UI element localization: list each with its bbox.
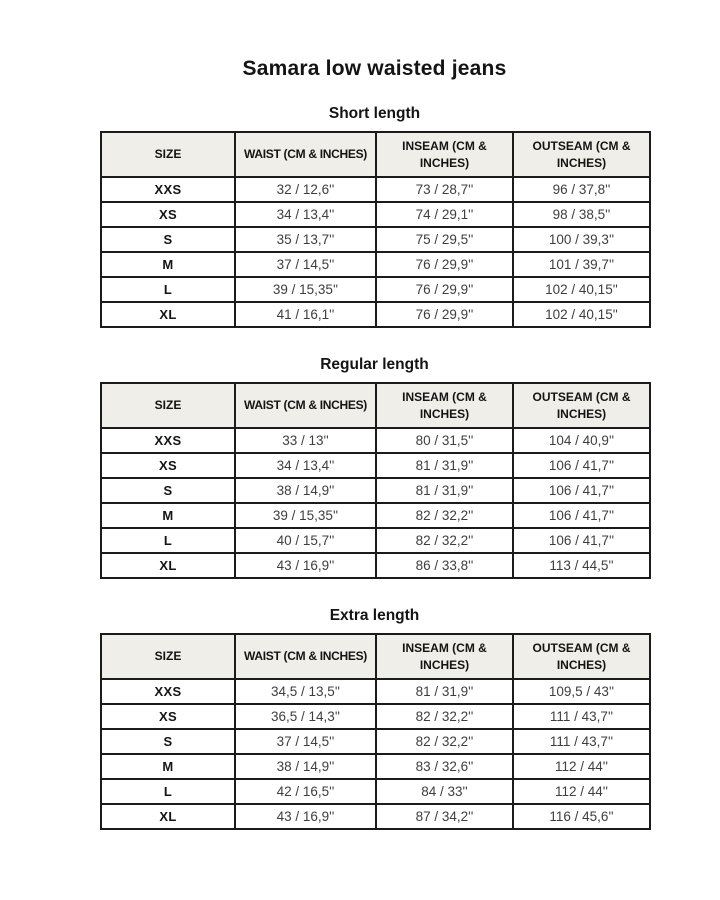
measurement-cell: 75 / 29,5'' (376, 227, 513, 252)
measurement-cell: 96 / 37,8'' (513, 177, 650, 202)
table-row (101, 528, 650, 553)
table-row (101, 227, 650, 252)
col-header-size: SIZE (101, 132, 235, 177)
table-row (101, 779, 650, 804)
size-cell: XXS (101, 679, 235, 704)
size-cell: M (101, 503, 235, 528)
measurement-cell: 83 / 32,6'' (376, 754, 513, 779)
measurement-cell: 38 / 14,9'' (235, 478, 376, 503)
section-heading-extra: Extra length (329, 607, 420, 624)
measurement-cell: 111 / 43,7'' (513, 704, 650, 729)
col-header-inseam: INSEAM (CM & INCHES) (376, 132, 513, 177)
measurement-cell: 101 / 39,7'' (513, 252, 650, 277)
measurement-cell: 34,5 / 13,5'' (235, 679, 376, 704)
measurement-cell: 76 / 29,9'' (376, 277, 513, 302)
measurement-cell: 112 / 44'' (513, 779, 650, 804)
measurement-cell: 38 / 14,9'' (235, 754, 376, 779)
header-row (101, 132, 650, 177)
measurement-cell: 81 / 31,9'' (376, 679, 513, 704)
measurement-cell: 100 / 39,3'' (513, 227, 650, 252)
measurement-cell: 40 / 15,7'' (235, 528, 376, 553)
size-cell: M (101, 754, 235, 779)
measurement-cell: 76 / 29,9'' (376, 302, 513, 327)
table-row (101, 302, 650, 327)
measurement-cell: 39 / 15,35'' (235, 503, 376, 528)
measurement-cell: 80 / 31,5'' (376, 428, 513, 453)
measurement-cell: 74 / 29,1'' (376, 202, 513, 227)
table-row (101, 428, 650, 453)
measurement-cell: 34 / 13,4'' (235, 453, 376, 478)
measurement-cell: 37 / 14,5'' (235, 729, 376, 754)
measurement-cell: 113 / 44,5'' (513, 553, 650, 578)
measurement-cell: 34 / 13,4'' (235, 202, 376, 227)
table-row (101, 453, 650, 478)
measurement-cell: 84 / 33'' (376, 779, 513, 804)
measurement-cell: 37 / 14,5'' (235, 252, 376, 277)
size-table-short (100, 131, 651, 328)
size-cell: M (101, 252, 235, 277)
header-row (101, 634, 650, 679)
measurement-cell: 76 / 29,9'' (376, 252, 513, 277)
measurement-cell: 102 / 40,15'' (513, 277, 650, 302)
table-row (101, 478, 650, 503)
size-cell: XS (101, 453, 235, 478)
size-cell: L (101, 277, 235, 302)
measurement-cell: 104 / 40,9'' (513, 428, 650, 453)
measurement-cell: 41 / 16,1'' (235, 302, 376, 327)
measurement-cell: 82 / 32,2'' (376, 729, 513, 754)
table-row (101, 177, 650, 202)
measurement-cell: 109,5 / 43'' (513, 679, 650, 704)
measurement-cell: 106 / 41,7'' (513, 478, 650, 503)
measurement-cell: 82 / 32,2'' (376, 503, 513, 528)
measurement-cell: 116 / 45,6'' (513, 804, 650, 829)
measurement-cell: 106 / 41,7'' (513, 528, 650, 553)
table-row (101, 804, 650, 829)
size-cell: L (101, 779, 235, 804)
size-cell: XS (101, 704, 235, 729)
size-cell: S (101, 729, 235, 754)
measurement-cell: 39 / 15,35'' (235, 277, 376, 302)
measurement-cell: 81 / 31,9'' (376, 478, 513, 503)
col-header-inseam: INSEAM (CM & INCHES) (376, 383, 513, 428)
col-header-waist: WAIST (CM & INCHES) (235, 383, 376, 428)
measurement-cell: 33 / 13'' (235, 428, 376, 453)
measurement-cell: 111 / 43,7'' (513, 729, 650, 754)
size-cell: XXS (101, 428, 235, 453)
col-header-size: SIZE (101, 383, 235, 428)
size-cell: XXS (101, 177, 235, 202)
measurement-cell: 81 / 31,9'' (376, 453, 513, 478)
table-row (101, 704, 650, 729)
col-header-outseam: OUTSEAM (CM & INCHES) (513, 383, 650, 428)
size-cell: XS (101, 202, 235, 227)
section-heading-regular: Regular length (320, 356, 429, 373)
table-row (101, 754, 650, 779)
measurement-cell: 98 / 38,5'' (513, 202, 650, 227)
col-header-outseam: OUTSEAM (CM & INCHES) (513, 132, 650, 177)
page-title: Samara low waisted jeans (242, 57, 507, 80)
table-row (101, 553, 650, 578)
header-row (101, 383, 650, 428)
size-cell: XL (101, 553, 235, 578)
size-cell: L (101, 528, 235, 553)
table-row (101, 679, 650, 704)
col-header-waist: WAIST (CM & INCHES) (235, 634, 376, 679)
section-regular-length (100, 356, 649, 579)
measurement-cell: 73 / 28,7'' (376, 177, 513, 202)
size-table-regular (100, 382, 651, 579)
measurement-cell: 35 / 13,7'' (235, 227, 376, 252)
size-cell: XL (101, 804, 235, 829)
measurement-cell: 106 / 41,7'' (513, 453, 650, 478)
table-row (101, 252, 650, 277)
measurement-cell: 36,5 / 14,3'' (235, 704, 376, 729)
col-header-size: SIZE (101, 634, 235, 679)
size-chart-page (100, 0, 649, 830)
measurement-cell: 42 / 16,5'' (235, 779, 376, 804)
table-row (101, 277, 650, 302)
table-row (101, 729, 650, 754)
measurement-cell: 86 / 33,8'' (376, 553, 513, 578)
size-cell: S (101, 227, 235, 252)
measurement-cell: 82 / 32,2'' (376, 528, 513, 553)
measurement-cell: 82 / 32,2'' (376, 704, 513, 729)
measurement-cell: 32 / 12,6'' (235, 177, 376, 202)
measurement-cell: 43 / 16,9'' (235, 804, 376, 829)
table-row (101, 202, 650, 227)
size-cell: XL (101, 302, 235, 327)
section-extra-length (100, 607, 649, 830)
table-row (101, 503, 650, 528)
size-cell: S (101, 478, 235, 503)
measurement-cell: 43 / 16,9'' (235, 553, 376, 578)
col-header-outseam: OUTSEAM (CM & INCHES) (513, 634, 650, 679)
size-table-extra (100, 633, 651, 830)
measurement-cell: 106 / 41,7'' (513, 503, 650, 528)
col-header-inseam: INSEAM (CM & INCHES) (376, 634, 513, 679)
section-heading-short: Short length (328, 105, 421, 122)
col-header-waist: WAIST (CM & INCHES) (235, 132, 376, 177)
measurement-cell: 102 / 40,15'' (513, 302, 650, 327)
measurement-cell: 87 / 34,2'' (376, 804, 513, 829)
section-short-length (100, 105, 649, 328)
measurement-cell: 112 / 44'' (513, 754, 650, 779)
